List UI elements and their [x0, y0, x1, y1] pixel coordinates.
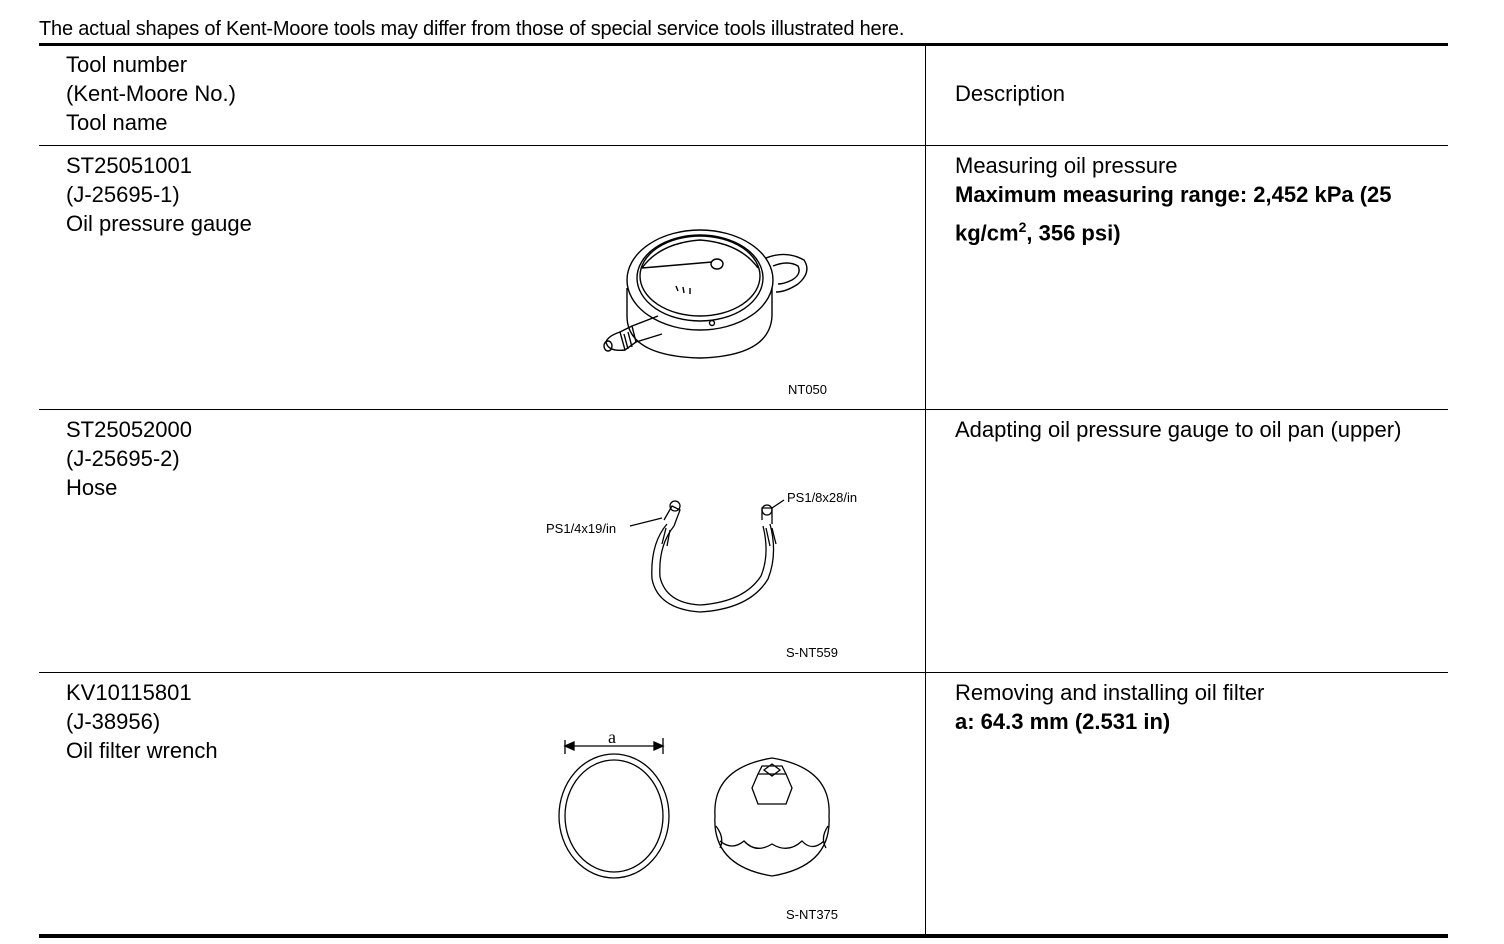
oil-pressure-gauge-illustration: [590, 218, 840, 408]
row-2-tool-name: Hose: [66, 475, 118, 500]
row-3-tool: [66, 678, 218, 765]
row-1-spec-unit: kg/cm: [955, 220, 1019, 246]
row-1-description: [955, 151, 1392, 247]
row-1-figure-code: NT050: [788, 382, 828, 397]
column-divider: [925, 46, 926, 934]
header-row-rule: [39, 145, 1448, 146]
row-1-rule: [39, 409, 1448, 410]
header-tool-column: [66, 50, 236, 137]
row-3-dimension-label: a: [608, 727, 616, 747]
row-2-tool: [66, 415, 192, 502]
table-bottom-rule: [39, 934, 1448, 938]
page-note: The actual shapes of Kent-Moore tools may differ from those of special service tools illustrated here.: [39, 18, 905, 40]
row-1-spec-superscript: 2: [1018, 219, 1027, 235]
row-3-spec: a: 64.3 mm (2.531 in): [955, 709, 1171, 734]
row-2-callout-left: PS1/4x19/in: [546, 521, 617, 536]
header-description: Description: [955, 81, 1066, 106]
row-1-spec-psi: , 356 psi): [1026, 220, 1121, 246]
row-2-kent-moore: (J-25695-2): [66, 446, 180, 471]
row-3-tool-name: Oil filter wrench: [66, 738, 218, 763]
row-1-tool-name: Oil pressure gauge: [66, 211, 252, 236]
row-1-spec-line-2: [955, 213, 1392, 247]
header-tool-name: Tool name: [66, 110, 168, 135]
row-2-callout-right: PS1/8x28/in: [787, 490, 858, 505]
oil-filter-wrench-illustration: [550, 726, 870, 926]
row-2-tool-number: ST25052000: [66, 417, 192, 442]
row-1-description-text: Measuring oil pressure: [955, 153, 1178, 178]
row-2-figure-code: S-NT559: [786, 645, 839, 660]
row-1-spec-line-1: Maximum measuring range: 2,452 kPa (25: [955, 182, 1392, 207]
header-tool-number: Tool number: [66, 52, 188, 77]
table-top-rule: [39, 43, 1448, 46]
row-3-description-text: Removing and installing oil filter: [955, 680, 1265, 705]
row-2-rule: [39, 672, 1448, 673]
hose-illustration: [540, 484, 880, 664]
row-3-kent-moore: (J-38956): [66, 709, 161, 734]
header-kent-moore: (Kent-Moore No.): [66, 81, 236, 106]
row-3-tool-number: KV10115801: [66, 680, 192, 705]
row-3-figure-code: S-NT375: [786, 907, 839, 922]
row-2-description: [955, 415, 1401, 444]
row-2-description-text: Adapting oil pressure gauge to oil pan (upper): [955, 417, 1402, 442]
row-1-tool: [66, 151, 252, 238]
row-1-tool-number: ST25051001: [66, 153, 192, 178]
row-1-kent-moore: (J-25695-1): [66, 182, 180, 207]
row-3-description: [955, 678, 1264, 736]
